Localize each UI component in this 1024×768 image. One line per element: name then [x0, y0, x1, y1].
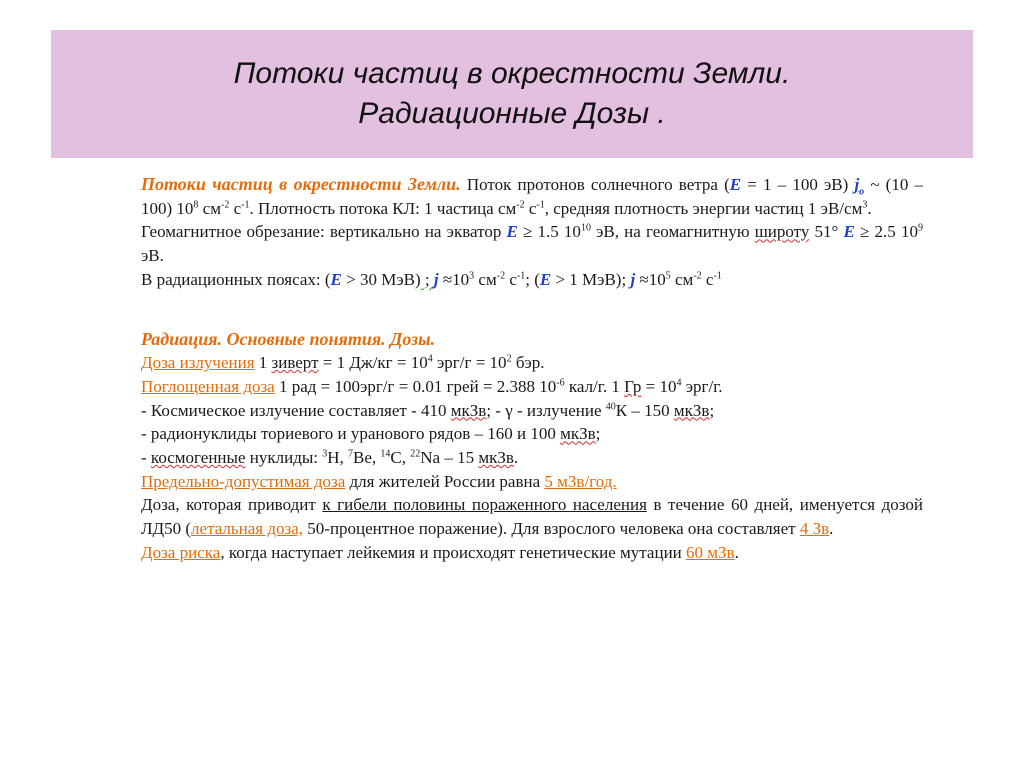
text-run: ; ( — [525, 269, 540, 289]
text-run: , средняя плотность энергии частиц 1 эВ/см — [544, 198, 863, 218]
superscript: 22 — [410, 448, 421, 460]
symbol-E: E — [506, 222, 518, 242]
superscript: -2 — [220, 199, 230, 211]
superscript: 10 — [580, 222, 591, 234]
text-run: эрг/г = 10 — [432, 353, 507, 373]
text-run: = 1 Дж/кг = 10 — [318, 353, 428, 373]
text-run: . — [513, 448, 519, 468]
text-run: 1 — [254, 353, 272, 373]
text-run: с — [229, 198, 242, 218]
superscript: 4 — [427, 353, 433, 365]
text-run: ; - γ - излучение — [486, 400, 606, 420]
term-permissible-dose: Предельно-допустимая доза — [141, 471, 346, 491]
superscript: -1 — [713, 270, 722, 282]
term-absorbed-dose: Поглощенная доза — [141, 376, 275, 396]
superscript: 2 — [506, 353, 512, 365]
spellcheck-word: мкЗв — [450, 400, 487, 420]
text-run: . — [734, 542, 739, 562]
section1-paragraph-3 — [141, 268, 923, 292]
text-run: . — [829, 519, 834, 539]
text-run: C, — [390, 448, 411, 468]
lethal-dose-paragraph — [141, 493, 923, 540]
symbol-j: j — [630, 269, 636, 289]
superscript: -1 — [241, 199, 250, 211]
superscript: -2 — [516, 199, 525, 211]
spellcheck-word: мкЗв — [560, 424, 596, 444]
superscript: -6 — [556, 377, 565, 389]
symbol-j0 — [854, 175, 865, 198]
spellcheck-word: Гр — [624, 376, 642, 396]
term-lethal-dose: летальная доза, — [191, 519, 304, 539]
text-run: - — [141, 448, 151, 468]
symbol-E: E — [843, 222, 855, 242]
text-run: . — [867, 198, 872, 218]
risk-dose-line — [141, 541, 923, 565]
text-run: ~ (10 – 100) 10 — [141, 175, 924, 218]
text-run: с — [505, 269, 517, 289]
spellcheck-word: космогенные — [150, 448, 246, 468]
text-run: ≈10 — [635, 269, 666, 289]
text-run: , когда наступает лейкемия и происходят генетические мутации — [220, 542, 687, 562]
superscript: 3 — [862, 199, 868, 211]
text-run: = 1 – 100 эВ) — [741, 175, 855, 194]
text-run: ≥ 1.5 10 — [517, 222, 581, 242]
cosmic-radiation-line — [141, 399, 923, 423]
text-run: кал/г. 1 — [564, 376, 625, 396]
text-run: H, — [327, 448, 349, 468]
superscript: 3 — [469, 270, 475, 282]
text-run: Поток протонов солнечного ветра ( — [460, 175, 730, 194]
value-60-msv: 60 мЗв — [686, 542, 735, 562]
text-run: - Космическое излучение составляет - 410 — [141, 400, 451, 420]
superscript: 40 — [605, 400, 616, 412]
symbol-E: E — [729, 175, 742, 194]
text-run: эВ, на геомагнитную — [590, 222, 755, 242]
text-run: см — [474, 269, 497, 289]
text-run: 51° — [809, 222, 844, 242]
text-run: 50-процентное поражение). Для взрослого человека она составляет — [303, 519, 800, 539]
spellcheck-word: мкЗв — [673, 400, 710, 420]
dose-equivalent-line — [141, 351, 923, 375]
text-run: ; — [595, 424, 601, 444]
text-run: эВ. — [141, 246, 164, 266]
section2-heading-line — [141, 328, 923, 352]
text-run: см — [670, 269, 694, 289]
text-run: бэр. — [511, 353, 545, 373]
section1-heading: Потоки частиц в окрестности Земли. — [141, 174, 461, 194]
superscript: 7 — [348, 448, 354, 460]
superscript: -1 — [536, 199, 545, 211]
text-run: Геомагнитное обрезание: вертикально на экватор — [141, 222, 507, 242]
text-run: эрг/г. — [681, 376, 723, 396]
text-run: ≥ 2.5 10 — [854, 222, 918, 242]
text-run: нуклиды: — [245, 448, 323, 468]
term-dose: Доза излучения — [141, 353, 255, 373]
slide-body — [141, 173, 923, 565]
superscript: 9 — [917, 222, 923, 234]
spellcheck-word: мкЗв — [478, 448, 514, 468]
superscript: 5 — [665, 270, 671, 282]
underlined-phrase: к гибели половины пораженного населения — [322, 495, 647, 515]
text-run: - радионуклиды ториевого и уранового рядов – 160 и 100 — [141, 424, 561, 444]
term-risk-dose: Доза риска — [141, 542, 221, 562]
text-run: с — [701, 269, 714, 289]
text-run: > 30 МэВ) — [341, 269, 421, 289]
section2-heading: Радиация. Основные понятия. Дозы. — [141, 328, 436, 349]
section1-paragraph-1 — [141, 173, 923, 220]
symbol-E: E — [330, 269, 342, 289]
text-run: см — [198, 198, 221, 218]
title-band — [51, 30, 973, 158]
text-run: > 1 МэВ); — [551, 269, 631, 289]
superscript: -2 — [693, 270, 702, 282]
text-run: = 10 — [641, 376, 677, 396]
text-run: К – 150 — [615, 400, 674, 420]
text-run: Be, — [353, 448, 381, 468]
text-run: для жителей России равна — [345, 471, 545, 491]
symbol-E: E — [539, 269, 552, 289]
subscript: o — [859, 186, 865, 198]
value-4-sv: 4 Зв — [799, 519, 830, 539]
text-run: ; — [709, 400, 715, 420]
spellcheck-word: зиверт — [271, 353, 319, 373]
permissible-dose-line — [141, 470, 923, 494]
cosmogenic-line — [141, 446, 923, 470]
text-run: 1 рад = 100эрг/г = 0.01 грей = 2.388 10 — [274, 376, 557, 396]
section-gap — [141, 292, 923, 328]
text-run: В радиационных поясах: ( — [141, 269, 331, 289]
value-5-msv: 5 мЗв/год. — [544, 471, 617, 491]
text-run: Доза, которая приводит — [141, 495, 323, 515]
text-run: с — [524, 198, 537, 218]
superscript: 8 — [193, 199, 199, 211]
text-run: . Плотность потока КЛ: 1 частица см — [249, 198, 517, 218]
absorbed-dose-line — [141, 375, 923, 399]
spellcheck-mark: ; — [420, 269, 434, 289]
symbol-j: j — [854, 175, 860, 194]
text-run: Na – 15 — [420, 448, 479, 468]
superscript: 14 — [380, 448, 391, 460]
superscript: 3 — [322, 448, 328, 460]
symbol-j: j — [433, 269, 439, 289]
superscript: -2 — [496, 270, 506, 282]
slide-title-line-2: Радиационные Дозы . — [358, 97, 666, 130]
superscript: 4 — [676, 377, 682, 389]
superscript: -1 — [516, 270, 526, 282]
text-run: в течение 60 дней, именуется дозой ЛД50 ( — [141, 495, 923, 539]
spellcheck-word: широту — [754, 222, 810, 242]
slide-title-line-1: Потоки частиц в окрестности Земли. — [233, 57, 791, 90]
radionuclides-line — [141, 422, 923, 446]
section1-paragraph-2 — [141, 220, 923, 267]
text-run: ≈10 — [438, 269, 470, 289]
